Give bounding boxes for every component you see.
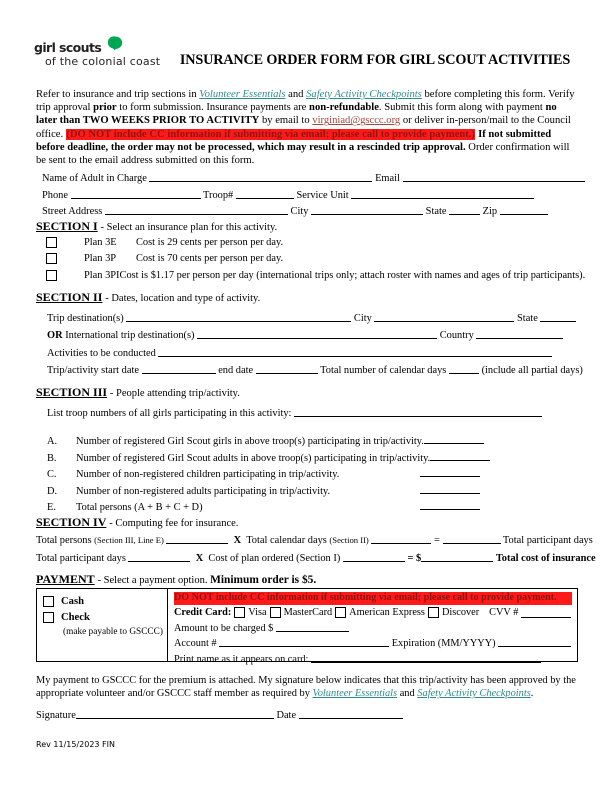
attendee-letter-e: E. [47,502,56,514]
stmt-text: My payment to GSCCC for the premium is attached. My signature below indicates that this trip/activity has been approved by the appropriate volunteer and/or GSCCC staff member as required by [36,675,576,700]
plan-option-row[interactable] [42,251,580,268]
visa-label: Visa [248,606,267,618]
end-date-label: end date [218,364,254,376]
attendee-text-d: Number of non-registered adults participating in trip/activity. [76,485,331,497]
plan-3pi-checkbox[interactable] [46,270,57,281]
total-persons-ref: (Section III, Line E) [94,535,164,545]
signature-row [36,707,578,721]
troop-label: Troop# [203,189,234,201]
trefoil-icon [107,36,124,52]
attendee-input-e[interactable] [420,499,480,510]
plan-3p-cost: Cost is 70 cents per person per day. [136,253,284,265]
section-1-desc: - Select an insurance plan for this activity. [100,222,278,233]
expiration-label: Expiration (MM/YYYY) [391,638,496,650]
total-cost-input[interactable] [421,550,493,562]
safety-activity-checkpoints-link[interactable]: Safety Activity Checkpoints [306,89,422,100]
intro-bold-prior: prior [93,102,117,114]
participant-days-result[interactable] [443,532,501,544]
intl-destination-row [47,327,580,344]
volunteer-essentials-link[interactable]: Volunteer Essentials [199,89,286,100]
intro-text-6: by email to [259,115,313,127]
contact-row-address [42,203,580,220]
trip-state-label: State [517,313,538,324]
country-label: Country [439,330,474,342]
street-address-input[interactable] [105,203,288,215]
attendee-text-b: Number of registered Girl Scout adults in above troop(s) participating in trip/activity. [76,452,431,464]
attendee-letter-d: D. [47,485,58,497]
email-input[interactable] [403,170,585,182]
total-cost-label: Total cost of insurance [495,552,596,564]
trip-city-input[interactable] [374,310,514,322]
attendee-letter-a: A. [47,436,58,447]
intro-bold-deadline: no later than TWO WEEKS PRIOR TO ACTIVITY [36,102,557,127]
intro-text-7: or deliver in-person/mail to the Council office. [36,115,571,140]
zip-input[interactable] [500,203,548,215]
footer-volunteer-essentials-link[interactable]: Volunteer Essentials [312,688,398,700]
partial-days-note: (include all partial days) [481,364,583,376]
section-3-fields [47,405,580,516]
intro-text-8: Order confirmation will be sent to the email address submitted on this form. [36,141,570,167]
dates-row [47,362,583,379]
total-calendar-days-label: Total number of calendar days [320,364,447,376]
payment-name: PAYMENT [36,572,95,586]
total-calendar-days-input[interactable] [449,362,479,374]
attendee-text-a: Number of registered Girl Scout girls in above troop(s) participating in trip/activity. [76,436,424,447]
participant-days-label: Total participant days [502,535,593,546]
intro-text-1: Refer to insurance and trip sections in [36,89,200,100]
signature-label: Signature [36,710,76,721]
section-2-fields [47,310,583,379]
signature-statement [36,674,578,700]
section-2-name: SECTION II [36,290,103,304]
attendee-letter-b: B. [47,452,57,464]
trip-destination-row [47,310,580,327]
logo-secondary-text: of the colonial coast [45,55,161,68]
expiration-input[interactable] [498,635,571,647]
print-name-input[interactable] [311,651,541,663]
mastercard-checkbox[interactable] [270,607,281,618]
date-label: Date [276,710,297,721]
start-date-input[interactable] [142,362,216,374]
cost-of-plan-label: Cost of plan ordered (Section I) [208,552,341,564]
intro-text-3: before completing this form. Verify trip approval [36,89,575,114]
contact-email-link[interactable]: virginiad@gsccc.org [312,115,401,127]
section-1-name: SECTION I [36,219,98,233]
intro-bold-nonrefundable: non-refundable [309,102,379,114]
calc-row-1 [36,532,593,550]
attendee-row [47,483,580,500]
phone-label: Phone [42,189,68,201]
section-4-calculation [36,532,596,567]
print-name-row [174,651,572,666]
cash-option[interactable] [43,594,167,610]
print-name-label: Print name as it appears on card: [174,653,309,665]
attendee-row [47,433,580,450]
intro-paragraph [36,88,576,167]
signature-input[interactable] [76,707,274,719]
footer-safety-checkpoints-link[interactable]: Safety Activity Checkpoints [417,688,531,700]
check-checkbox[interactable] [43,612,54,623]
troop-numbers-row [47,405,580,419]
calendar-days-label: Total calendar days [246,535,330,546]
contact-fields [42,170,580,220]
adult-name-label: Name of Adult in Charge [42,173,147,184]
contact-row-phone [42,187,580,204]
multiply-symbol-2: X [195,552,204,564]
mastercard-label: MasterCard [283,606,333,618]
payment-heading [36,572,316,587]
trip-city-label: City [353,313,372,324]
cvv-label: CVV # [489,606,519,618]
multiply-symbol-1: X [233,535,242,546]
intro-text-2: and [285,89,307,100]
zip-label: Zip [482,206,498,218]
cash-label: Cash [61,596,84,608]
attendee-text-e: Total persons (A + B + C + D) [76,502,203,514]
section-3-heading [36,385,240,400]
payment-box [36,588,578,665]
page-header [34,36,580,80]
section-3-desc: - People attending trip/activity. [109,388,240,399]
street-address-label: Street Address [42,206,103,218]
intl-destination-input[interactable] [197,327,437,339]
check-label: Check [61,611,90,623]
stmt-and: and [397,688,418,700]
total-persons-label: Total persons [36,535,95,546]
city-input[interactable] [311,203,423,215]
girl-scouts-logo [34,36,174,72]
state-label: State [425,206,447,218]
plan-3e-cost: Cost is 29 cents per person per day. [136,236,284,248]
trip-destination-input[interactable] [126,310,351,322]
section-2-desc: - Dates, location and type of activity. [105,293,261,304]
amount-input[interactable] [276,620,349,632]
service-unit-input[interactable] [351,187,534,199]
plan-3pi-cost: Cost is $1.17 per person per day (international trips only; attach roster with names and ages of trip participants). [119,269,586,281]
date-input[interactable] [299,707,403,719]
equals-symbol-1: = [434,535,440,546]
service-unit-label: Service Unit [296,189,349,201]
intl-destination-label: International trip destination(s) [65,330,195,342]
attendee-input-c[interactable] [420,466,480,477]
total-persons-input[interactable] [166,532,228,544]
attendee-letter-c: C. [47,469,57,481]
amount-label: Amount to be charged $ [174,622,274,634]
intro-bold-rescinded: If not submitted before deadline, the order may not be processed, which may result in a rescinded trip approval. [36,128,552,153]
plan-option-row[interactable] [42,234,580,251]
calc-row-2 [36,550,596,568]
contact-row-name [42,170,580,187]
trip-state-input[interactable] [540,310,576,322]
or-label: OR [47,330,63,342]
state-input[interactable] [449,203,480,215]
intro-cc-warning-highlight: (DO NOT include CC information if submitting via email; please call to provide payment.) [66,128,475,140]
credit-card-types-row [174,605,572,620]
account-input[interactable] [219,635,389,647]
intro-text-4: to form submission. Insurance payments are [116,102,310,114]
revision-stamp: Rev 11/15/2023 FIN [36,740,115,749]
troop-numbers-input[interactable] [294,405,542,417]
attendee-input-a[interactable] [424,433,484,444]
cost-of-plan-input[interactable] [343,550,405,562]
credit-card-column [168,589,577,665]
attendee-input-b[interactable] [430,450,490,461]
total-participant-days-input[interactable] [128,550,190,562]
intro-text-5: . Submit this form along with payment [378,102,546,114]
section-4-desc: - Computing fee for insurance. [109,518,239,529]
start-date-label: Trip/activity start date [47,364,139,376]
visa-checkbox[interactable] [234,607,245,618]
insurance-plan-options [42,234,586,284]
attendee-row [47,499,580,516]
total-participant-days-label: Total participant days [36,552,126,564]
amex-label: American Express [349,606,425,618]
payment-method-column [37,589,168,661]
logo-primary-text: girl scouts [34,40,102,55]
plan-3pi-name: Plan 3PI [84,269,120,281]
calendar-days-input[interactable] [371,532,431,544]
troop-numbers-label: List troop numbers of all girls participating in this activity: [47,408,292,419]
payment-minimum: Minimum order is $5. [210,574,317,586]
account-label: Account # [174,638,217,650]
plan-option-row[interactable] [42,267,586,284]
amount-row [174,620,572,635]
calendar-days-ref: (Section II) [329,535,369,545]
cc-warning-banner: DO NOT include CC information if submitting via email; please call to provide payment. [174,592,572,605]
troop-input[interactable] [236,187,294,199]
activities-label: Activities to be conducted [47,347,156,359]
section-3-name: SECTION III [36,385,108,399]
account-row [174,635,572,650]
phone-input[interactable] [71,187,201,199]
plan-3p-checkbox[interactable] [46,253,57,264]
email-label: Email [375,173,400,184]
section-1-heading [36,219,277,234]
amex-checkbox[interactable] [335,607,346,618]
cvv-input[interactable] [521,606,571,618]
activities-input[interactable] [158,345,552,357]
country-input[interactable] [476,327,563,339]
cash-checkbox[interactable] [43,596,54,607]
attendee-row [47,450,580,467]
city-label: City [290,206,309,218]
attendee-input-d[interactable] [420,483,480,494]
payable-note: (make payable to GSCCC) [63,627,163,637]
stmt-end: . [530,688,534,700]
discover-label: Discover [441,606,480,618]
plan-3e-checkbox[interactable] [46,237,57,248]
attendee-text-c: Number of non-registered children participating in trip/activity. [76,469,340,481]
adult-name-input[interactable] [149,170,372,182]
payment-desc: - Select a payment option. [97,575,211,586]
section-4-name: SECTION IV [36,515,107,529]
credit-card-label: Credit Card: [174,606,232,618]
trip-destination-label: Trip destination(s) [47,313,124,324]
equals-dollar-symbol: = $ [407,552,422,564]
section-4-heading [36,515,238,530]
page-title: INSURANCE ORDER FORM FOR GIRL SCOUT ACTIVITIES [179,52,571,68]
end-date-input[interactable] [256,362,318,374]
activities-row [47,345,580,362]
discover-checkbox[interactable] [428,607,439,618]
plan-3p-name: Plan 3P [84,253,117,265]
section-2-heading [36,290,260,305]
check-option[interactable] [43,610,167,626]
attendee-row [47,466,580,483]
plan-3e-name: Plan 3E [84,236,117,248]
